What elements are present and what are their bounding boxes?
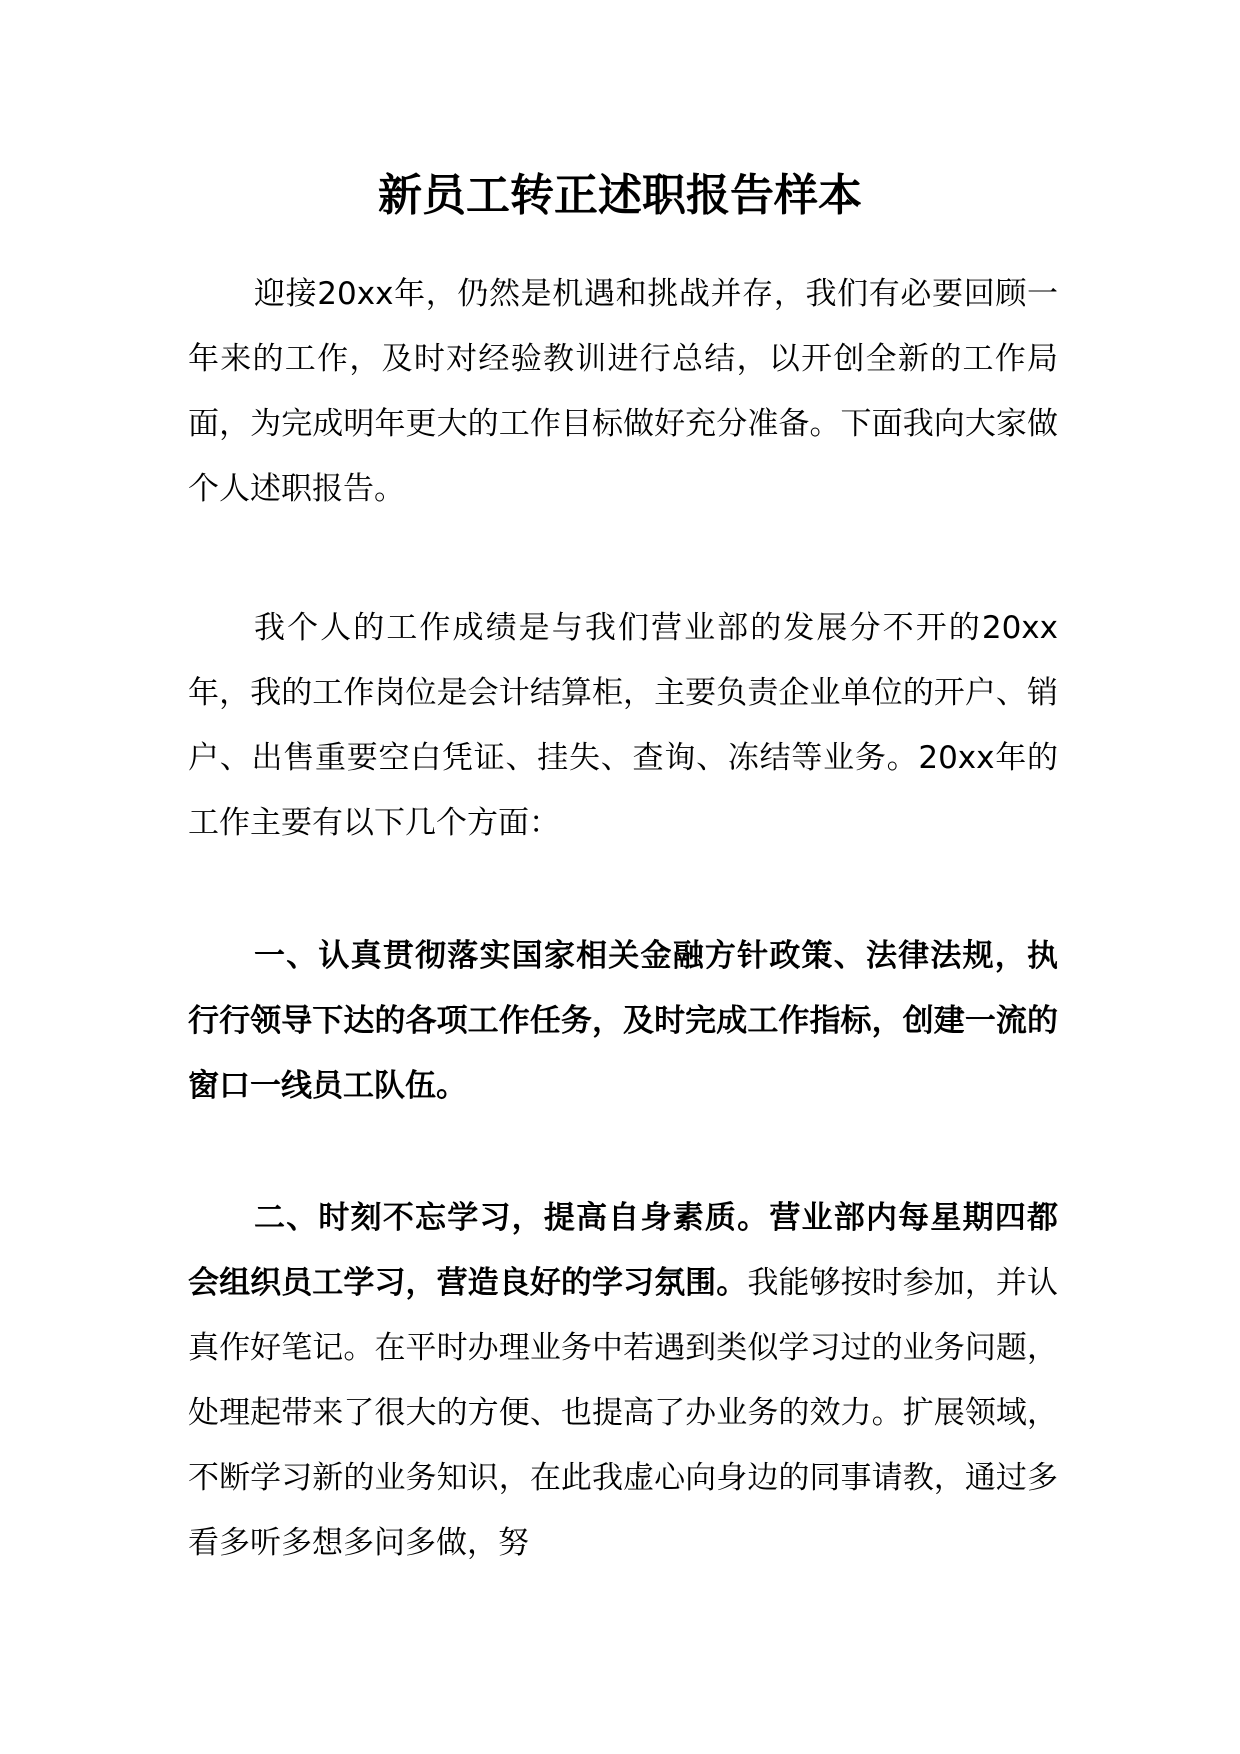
section-two-paragraph <box>188 1186 1058 1576</box>
paragraph-intro: 迎接20xx年，仍然是机遇和挑战并存，我们有必要回顾一年来的工作，及时对经验教训进行总结，以开创全新的工作局面，为完成明年更大的工作目标做好充分准备。下面我向大家做个人述职报告。 <box>188 276 1058 507</box>
document-title: 新员工转正述职报告样本 <box>378 170 862 221</box>
section-two-body: 我能够按时参加，并认真作好笔记。在平时办理业务中若遇到类似学习过的业务问题，处理起带来了很大的方便、也提高了办业务的效力。扩展领域，不断学习新的业务知识，在此我虚心向身边的同事请教，通过多看多听多想多问多做，努 <box>188 1265 1059 1561</box>
section-heading-one: 一、认真贯彻落实国家相关金融方针政策、法律法规，执行行领导下达的各项工作任务，及时完成工作指标，创建一流的窗口一线员工队伍。 <box>188 938 1058 1104</box>
paragraph-position: 我个人的工作成绩是与我们营业部的发展分不开的20xx年，我的工作岗位是会计结算柜，主要负责企业单位的开户、销户、出售重要空白凭证、挂失、查询、冻结等业务。20xx年的工作主要有以下几个方面： <box>188 610 1058 841</box>
section-heading-two: 二、时刻不忘学习，提高自身素质。营业部内每星期四都会组织员工学习，营造良好的学习氛围。 <box>188 1200 1058 1301</box>
